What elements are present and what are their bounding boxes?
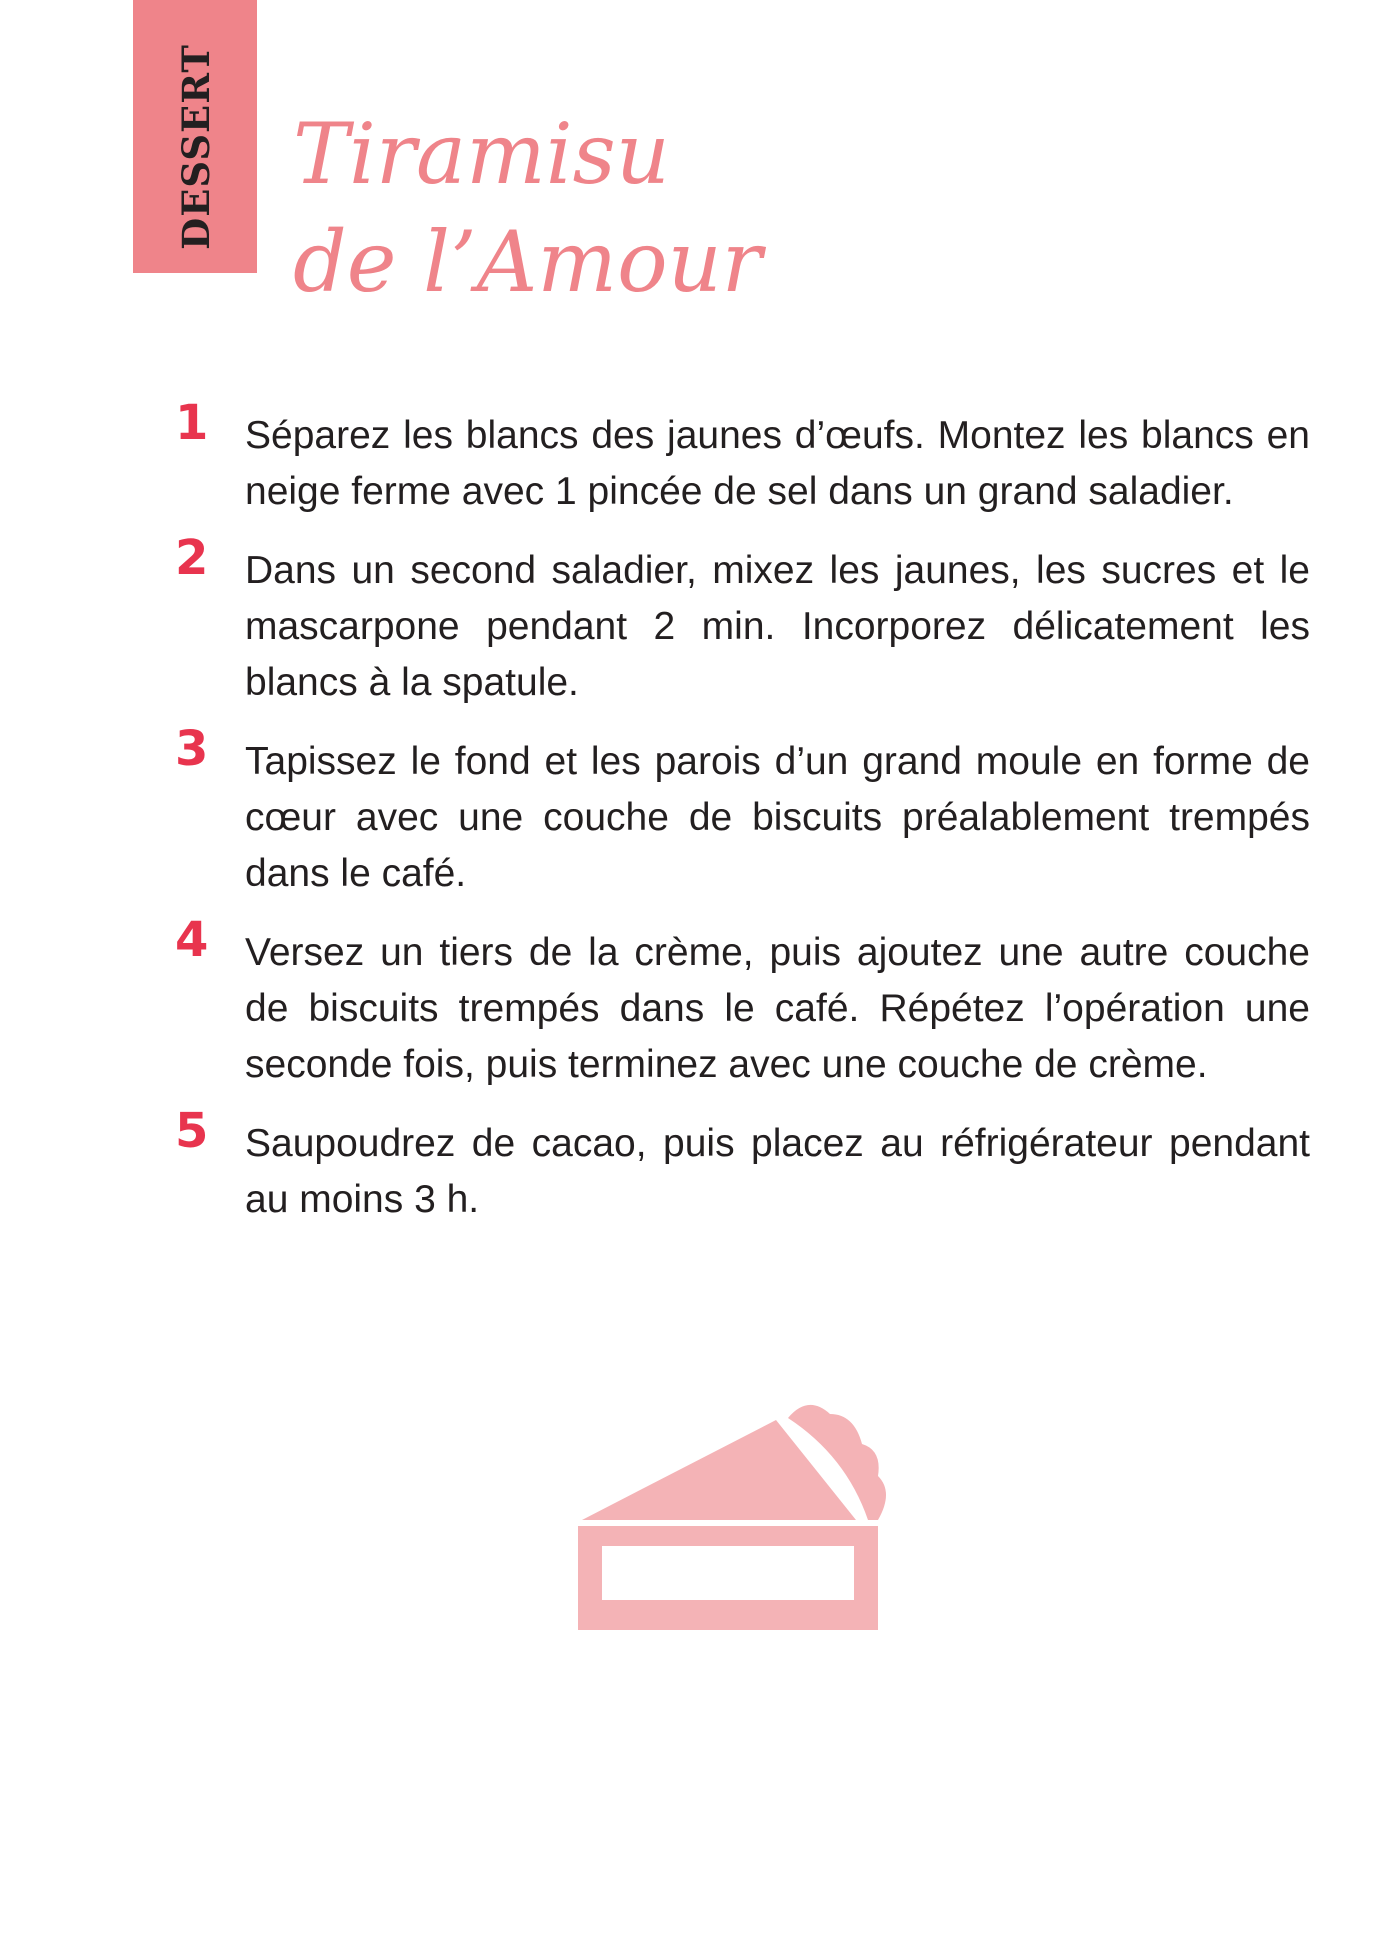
cake-slice-icon bbox=[578, 1400, 908, 1630]
step-text: Tapissez le fond et les parois d’un grand moule en forme de cœur avec une couche de biscuits préalablement trempés dans le café. bbox=[245, 740, 1310, 895]
step-5 bbox=[175, 1103, 1310, 1228]
category-label: DESSERT bbox=[174, 44, 218, 250]
steps-list bbox=[175, 395, 1310, 1228]
step-text: Saupoudrez de cacao, puis placez au réfrigérateur pendant au moins 3 h. bbox=[245, 1122, 1310, 1221]
step-text: Versez un tiers de la crème, puis ajoutez une autre couche de biscuits trempés dans le café. Répétez l’opération une seconde fois, puis terminez avec une couche de crème. bbox=[245, 931, 1310, 1086]
step-1 bbox=[175, 395, 1310, 520]
step-text: Dans un second saladier, mixez les jaunes, les sucres et le mascarpone pendant 2 min. Incorporez délicatement les blancs à la spatule. bbox=[245, 549, 1310, 704]
step-number: 4 bbox=[175, 912, 209, 968]
step-4 bbox=[175, 912, 1310, 1093]
recipe-title bbox=[293, 100, 762, 316]
step-number: 1 bbox=[175, 395, 209, 451]
recipe-title-line-2: de l’Amour bbox=[293, 213, 762, 311]
step-2 bbox=[175, 530, 1310, 711]
step-number: 3 bbox=[175, 721, 209, 777]
cake-body bbox=[578, 1526, 878, 1630]
step-number: 5 bbox=[175, 1103, 209, 1159]
recipe-title-line-1: Tiramisu bbox=[293, 105, 670, 203]
step-text: Séparez les blancs des jaunes d’œufs. Montez les blancs en neige ferme avec 1 pincée de sel dans un grand saladier. bbox=[245, 414, 1310, 513]
step-3 bbox=[175, 721, 1310, 902]
step-number: 2 bbox=[175, 530, 209, 586]
